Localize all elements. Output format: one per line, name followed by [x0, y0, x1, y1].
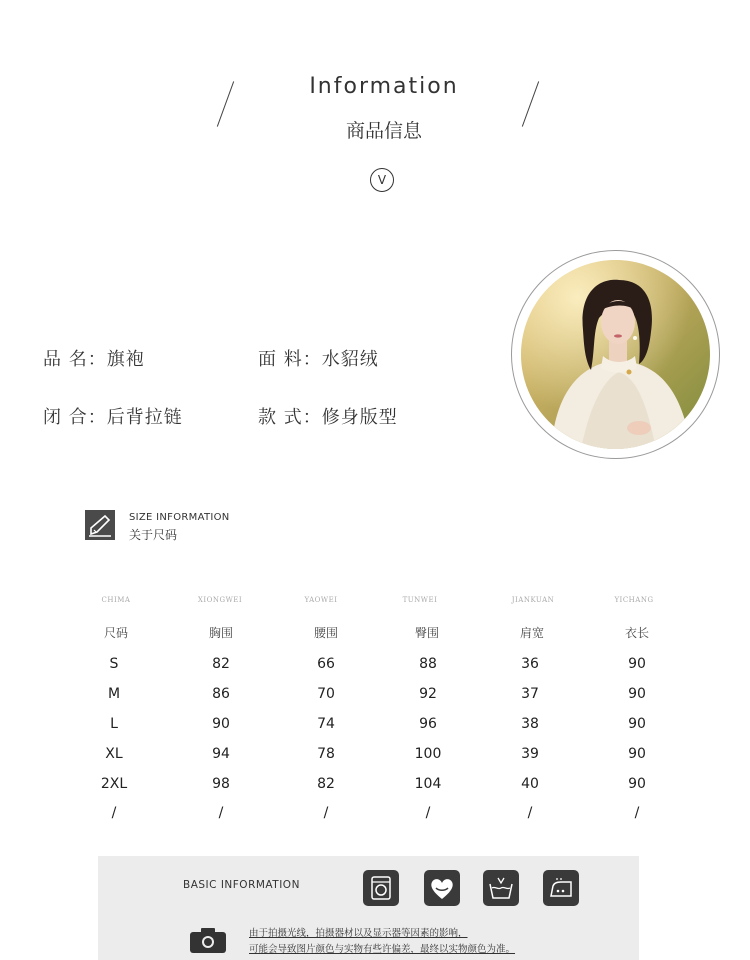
product-fabric-value: 水貂绒 [321, 349, 379, 370]
column-header: 腰围 [313, 626, 338, 640]
circled-v-icon: V [370, 168, 394, 192]
model-photo [521, 260, 710, 449]
basic-info-panel [98, 856, 639, 960]
table-cell: 88 [419, 656, 437, 672]
table-cell: 66 [317, 656, 335, 672]
washing-machine-icon [363, 870, 399, 906]
table-cell: 74 [317, 716, 335, 732]
product-closure-label: 闭 合： [43, 407, 107, 428]
table-cell: / [634, 805, 640, 821]
column-header: 臀围 [414, 626, 439, 640]
table-cell: / [527, 805, 533, 821]
table-cell: 90 [628, 656, 646, 672]
table-cell: / [111, 805, 117, 821]
table-cell: 37 [521, 686, 539, 702]
product-name-label: 品 名： [43, 349, 107, 370]
table-cell: 38 [521, 716, 539, 732]
table-cell: 96 [419, 716, 437, 732]
table-cell: 86 [212, 686, 230, 702]
table-cell: 39 [521, 746, 539, 762]
ruler-icon [85, 510, 115, 540]
table-cell: / [425, 805, 431, 821]
column-header: 尺码 [103, 626, 128, 640]
table-cell: 90 [628, 716, 646, 732]
table-cell: 98 [212, 776, 230, 792]
pinyin-header: XIONGWEI [197, 596, 243, 604]
product-name-row [43, 345, 145, 371]
table-cell: 82 [212, 656, 230, 672]
table-cell: 90 [628, 686, 646, 702]
column-header: 胸围 [208, 626, 233, 640]
product-style-label: 款 式： [258, 407, 322, 428]
size-info-title-zh: 关于尺码 [129, 528, 178, 542]
product-fabric-label: 面 料： [258, 349, 322, 370]
heart-icon [424, 870, 460, 906]
table-cell: / [218, 805, 224, 821]
product-name-value: 旗袍 [106, 349, 145, 370]
color-notice-line1: 由于拍摄光线，拍摄器材以及显示器等因素的影响， [249, 928, 468, 939]
pinyin-header: JIANKUAN [511, 596, 555, 604]
table-cell: / [323, 805, 329, 821]
product-closure-row [43, 403, 183, 429]
table-cell: 70 [317, 686, 335, 702]
table-cell: 82 [317, 776, 335, 792]
pinyin-header: YICHANG [614, 596, 654, 604]
table-cell: 2XL [100, 776, 128, 792]
product-fabric-row [258, 345, 379, 371]
table-cell: M [107, 686, 121, 702]
iron-icon [543, 870, 579, 906]
header-title-zh: 商品信息 [345, 120, 422, 142]
product-style-value: 修身版型 [321, 407, 398, 428]
table-cell: 94 [212, 746, 230, 762]
product-style-row [258, 403, 398, 429]
table-cell: S [109, 656, 119, 672]
table-cell: 92 [419, 686, 437, 702]
pinyin-header: TUNWEI [402, 596, 438, 604]
pinyin-header: YAOWEI [304, 596, 338, 604]
table-cell: L [110, 716, 118, 732]
table-cell: 78 [317, 746, 335, 762]
basic-info-title: BASIC INFORMATION [183, 879, 300, 891]
color-notice-line2: 可能会导致图片颜色与实物有些许偏差，最终以实物颜色为准。 [249, 944, 516, 955]
table-cell: 36 [521, 656, 539, 672]
table-cell: 40 [521, 776, 539, 792]
column-header: 衣长 [624, 626, 649, 640]
product-closure-value: 后背拉链 [106, 407, 183, 428]
table-cell: 100 [414, 746, 442, 762]
table-cell: XL [105, 746, 123, 762]
pinyin-header: CHIMA [101, 596, 131, 604]
table-cell: 90 [212, 716, 230, 732]
model-portrait [511, 250, 720, 459]
hand-wash-icon [483, 870, 519, 906]
column-header: 肩宽 [519, 626, 544, 640]
table-cell: 90 [628, 776, 646, 792]
camera-icon [188, 926, 228, 954]
size-info-title-en: SIZE INFORMATION [129, 512, 230, 523]
table-cell: 90 [628, 746, 646, 762]
table-cell: 104 [414, 776, 442, 792]
header-title-en: Information [309, 74, 459, 99]
